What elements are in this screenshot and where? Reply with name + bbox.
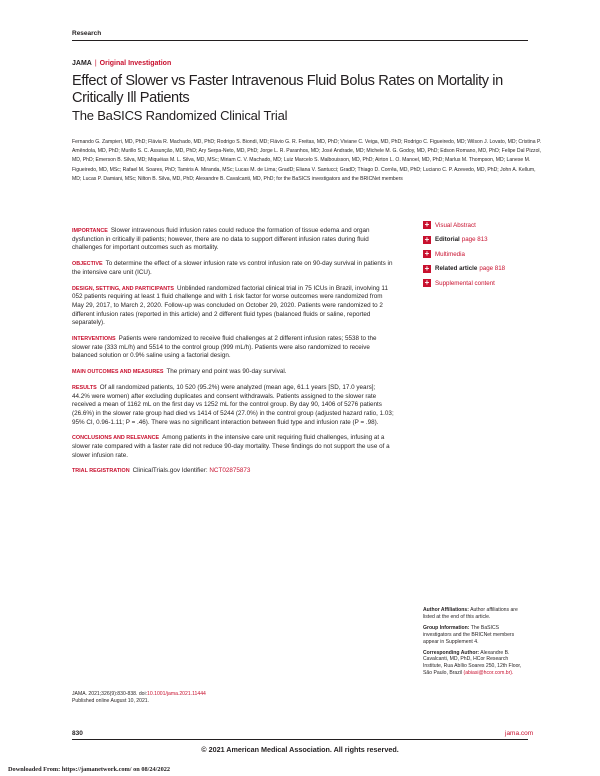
sidebar-item-label: Related article [435,265,478,272]
abstract-heading: INTERVENTIONS [72,336,116,343]
citation-prefix: JAMA. 2021;326(9):830-838. doi: [72,691,148,697]
abstract-results [72,384,394,428]
plus-icon: + [424,234,430,244]
abstract-interventions [72,335,394,361]
plus-icon: + [424,278,430,287]
email-link[interactable]: (abiasi@hcor.com.br). [463,670,514,677]
download-stamp: Downloaded From: https://jamanetwork.com/ on 08/24/2022 [8,766,171,773]
abstract-heading: CONCLUSIONS AND RELEVANCE [72,435,160,442]
abstract-heading: MAIN OUTCOMES AND MEASURES [72,369,164,376]
journal-name: JAMA [72,60,92,67]
abstract [72,227,394,483]
abstract-registration [72,467,394,476]
info-heading: Corresponding Author: [423,649,480,656]
trial-id-link[interactable]: NCT02875873 [209,467,251,475]
page-number: 830 [72,730,83,737]
article-subtitle: The BaSICS Randomized Clinical Trial [72,108,288,123]
author-info [423,607,526,681]
registration-label: ClinicalTrials.gov Identifier: [132,467,208,475]
info-heading: Group Information: [423,624,470,631]
editorial-link[interactable] [423,235,543,245]
abstract-heading: IMPORTANCE [72,228,108,234]
abstract-design [72,285,394,329]
info-text: Alexandre B. Cavalcanti, MD, PhD, HCor Research Institute, Rua Abílio Soares 250, 12th Floor, São Paulo, Brazil [423,649,522,677]
plus-icon: + [424,263,430,273]
abstract-conclusions [72,434,394,460]
article-kicker [72,60,171,67]
abstract-text: To determine the effect of a slower infusion rate vs control infusion rate on 90-day survival in patients in the intensive care unit (ICU). [72,260,393,276]
abstract-text: Patients were randomized to receive fluid challenges at 2 different infusion rates; 5538 to the slower rate (333 mL/h) and 5514 to the control group (999 mL/h). Patients were also randomized to receive balanced solution or 0.9% saline using a factorial design. [72,335,377,360]
bottom-rule [72,739,528,740]
top-rule [72,40,528,41]
kicker-separator: | [94,60,97,67]
published-online: Published online August 10, 2021. [72,697,150,704]
abstract-heading: RESULTS [72,384,97,391]
sidebar-item-label: Editorial [435,236,460,243]
site-link[interactable]: jama.com [505,730,534,737]
abstract-importance [72,227,394,253]
doi-link[interactable]: 10.1001/jama.2021.11444 [147,691,206,697]
citation [72,691,322,705]
multimedia-link[interactable] [423,249,543,259]
group-information [423,625,526,646]
supplemental-content-link[interactable] [423,278,543,288]
abstract-outcomes [72,368,394,377]
sidebar-item-page: page 818 [479,265,506,272]
author-affiliations [423,607,526,621]
related-content-sidebar [423,220,543,293]
citation-line [72,691,322,698]
abstract-text: The primary end point was 90-day survival. [166,368,287,376]
corresponding-author [423,650,526,678]
sidebar-item-page: page 813 [461,236,488,243]
article-type: Original Investigation [99,60,172,67]
info-heading: Author Affiliations: [423,607,469,613]
abstract-text: Slower intravenous fluid infusion rates could reduce the formation of tissue edema and organ dysfunction in critically ill patients; however, there are no data to support different infusion rates during fluid challenges for important outcomes such as mortality. [72,227,370,252]
abstract-text: Of all randomized patients, 10 520 (95.2%) were analyzed (mean age, 61.1 years [SD, 17.0 years]; 44.2% were women) after excluding duplicates and consent withdrawals. Patients assigned to the slower rate received a mean of 1162 mL on the first day vs 1252 mL for the control group. By day 90, 1406 of 5276 patients (26.6%) in the slower rate group had died vs 1414 of 5244 (27.0%) in the control group (adjusted hazard ratio, 1.03; 95% CI, 0.96-1.11; P = .46). There was no significant interaction between fluid type and infusion rate (P = .98). [72,383,394,426]
info-text: The BaSICS investigators and the BRICNet members appear in Supplement 4. [423,624,515,645]
plus-icon: + [424,249,430,258]
sidebar-item-label: Multimedia [435,250,465,258]
sidebar-item-label: Supplemental content [435,279,495,287]
author-list: Fernando G. Zampieri, MD, PhD; Flávia R. Machado, MD, PhD; Rodrigo S. Biondi, MD; Flávio G. R. Freitas, MD, PhD; Viviane C. Veiga, MD, PhD; Rodrigo C. Figueiredo, MD; Wilson J. Lovato, MD; Cristina P. Amêndola, MD, PhD; Murillo S. C. Assunção, MD, PhD; Ary Serpa-Neto, MD, PhD; Jorge L. R. Paranhos, MD; José Andrade, MD; Michele M. G. Godoy, MD, PhD; Edson Romano, MD, PhD; Felipe Dal Pizzol, MD, PhD; Emerson B. Silva, MD; Miquéias M. L. Silva, MD, MSc; Miriam C. V. Machado, MD; Luiz Marcelo S. Malbouisson, MD, PhD; Airton L. O. Manoel, MD, PhD; Marlus M. Thompson, MD; Lanese M. Figueiredo, MD, MSc; Rafael M. Soares, PhD; Tamiris A. Miranda, MSc; Lucas M. de Lima; GradD; Eliana V. Santucci; GradD; Thiago D. Corrêa, MD, PhD; Luciano C. P. Azevedo, MD, PhD; John A. Kellum, MD; Lucas P. Damiani, MSc; Nilton B. Silva, MD, PhD; Alexandre B. Cavalcanti, MD, PhD; for the BaSICS investigators and the BRICNet members [72,139,542,182]
abstract-text: Among patients in the intensive care unit requiring fluid challenges, infusing at a slower rate compared with a faster rate did not reduce 90-day mortality. These findings do not support the use of a slower infusion rate. [72,434,390,459]
abstract-heading: DESIGN, SETTING, AND PARTICIPANTS [72,285,175,292]
section-label: Research [72,30,102,37]
article-title: Effect of Slower vs Faster Intravenous Fluid Bolus Rates on Mortality in Critically Ill Patients [72,73,503,106]
abstract-heading: TRIAL REGISTRATION [72,468,130,475]
copyright-notice: © 2021 American Medical Association. All rights reserved. [201,745,399,754]
visual-abstract-link[interactable] [423,220,543,230]
related-article-link[interactable] [423,264,543,274]
abstract-text: Unblinded randomized factorial clinical trial in 75 ICUs in Brazil, involving 11 052 patients requiring at least 1 fluid challenge and with 1 risk factor for worse outcomes were randomized from May 29, 2017, to March 2, 2020. Follow-up was concluded on October 29, 2020. Patients were randomized to 2 different infusion rates (reported in this article) and 2 different fluid types (balanced fluids or saline, reported separately). [72,284,388,327]
abstract-objective [72,260,394,277]
sidebar-item-label: Visual Abstract [435,221,476,229]
abstract-heading: OBJECTIVE [72,261,103,268]
info-text: Author affiliations are listed at the end of this article. [423,607,518,620]
plus-icon: + [424,220,430,229]
